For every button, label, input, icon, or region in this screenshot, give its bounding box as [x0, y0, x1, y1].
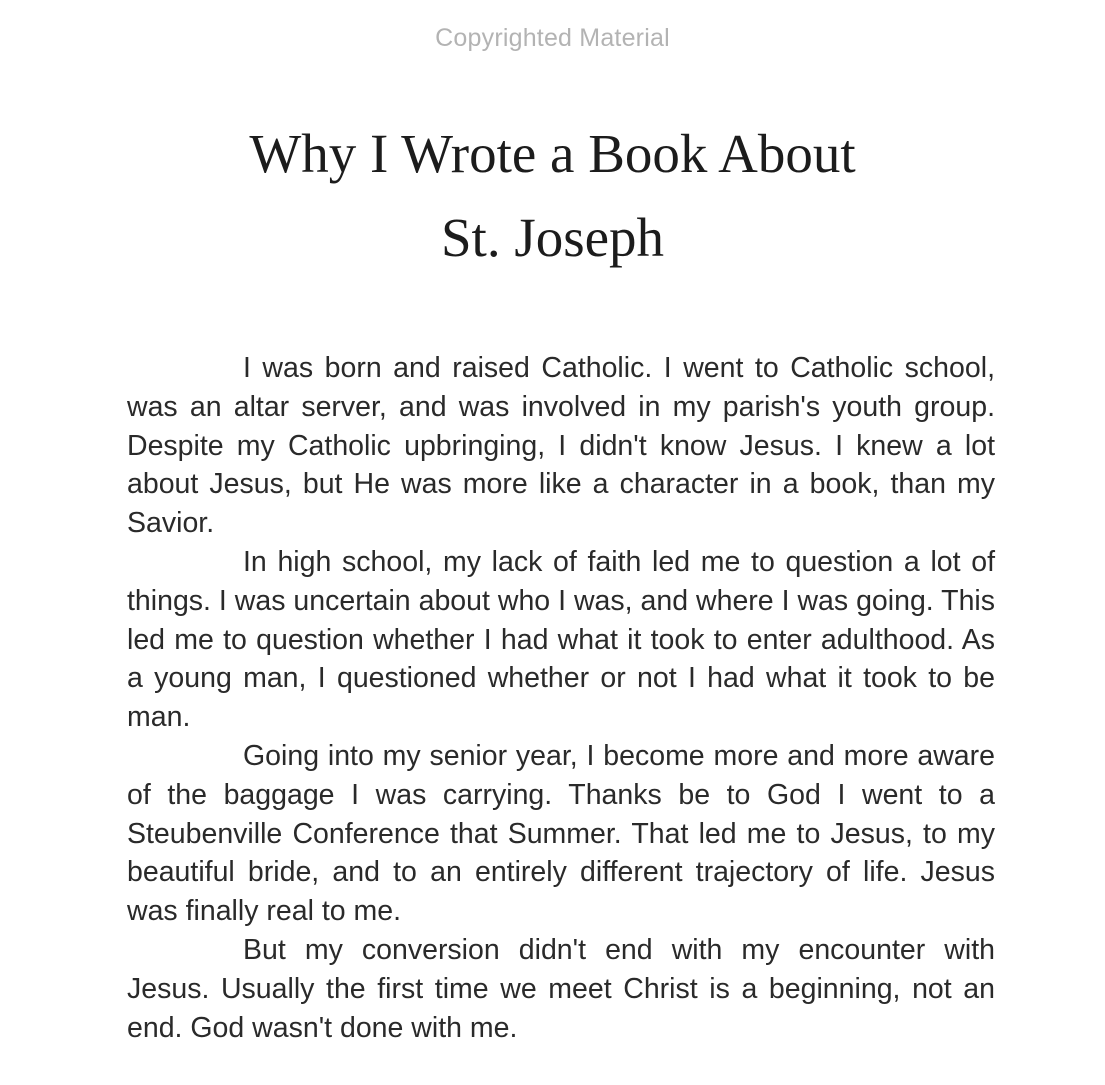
chapter-title-line-2: St. Joseph [440, 207, 665, 268]
paragraph-3: Going into my senior year, I become more and more aware of the baggage I was carrying. Thanks be to God I went to a Steubenville Conference that Summer. That led me to Jesus, to my beautiful bride, and to an entirely different trajectory of life. Jesus was finally real to me. [127, 739, 995, 928]
chapter-title [0, 112, 1105, 280]
chapter-title-line-1: Why I Wrote a Book About [249, 123, 856, 184]
chapter-body [127, 349, 995, 1047]
paragraph-4: But my conversion didn't end with my encounter with Jesus. Usually the first time we meet Christ is a beginning, not an end. God wasn't done with me. [127, 933, 995, 1044]
paragraph-2: In high school, my lack of faith led me to question a lot of things. I was uncertain about who I was, and where I was going. This led me to question whether I had what it took to enter adulthood. As a young man, I questioned whether or not I had what it took to be man. [127, 545, 995, 734]
copyright-watermark: Copyrighted Material [435, 24, 670, 52]
paragraph-1: I was born and raised Catholic. I went to Catholic school, was an altar server, and was involved in my parish's youth group. Despite my Catholic upbringing, I didn't know Jesus. I knew a lot about Jesus, but He was more like a character in a book, than my Savior. [127, 352, 995, 540]
